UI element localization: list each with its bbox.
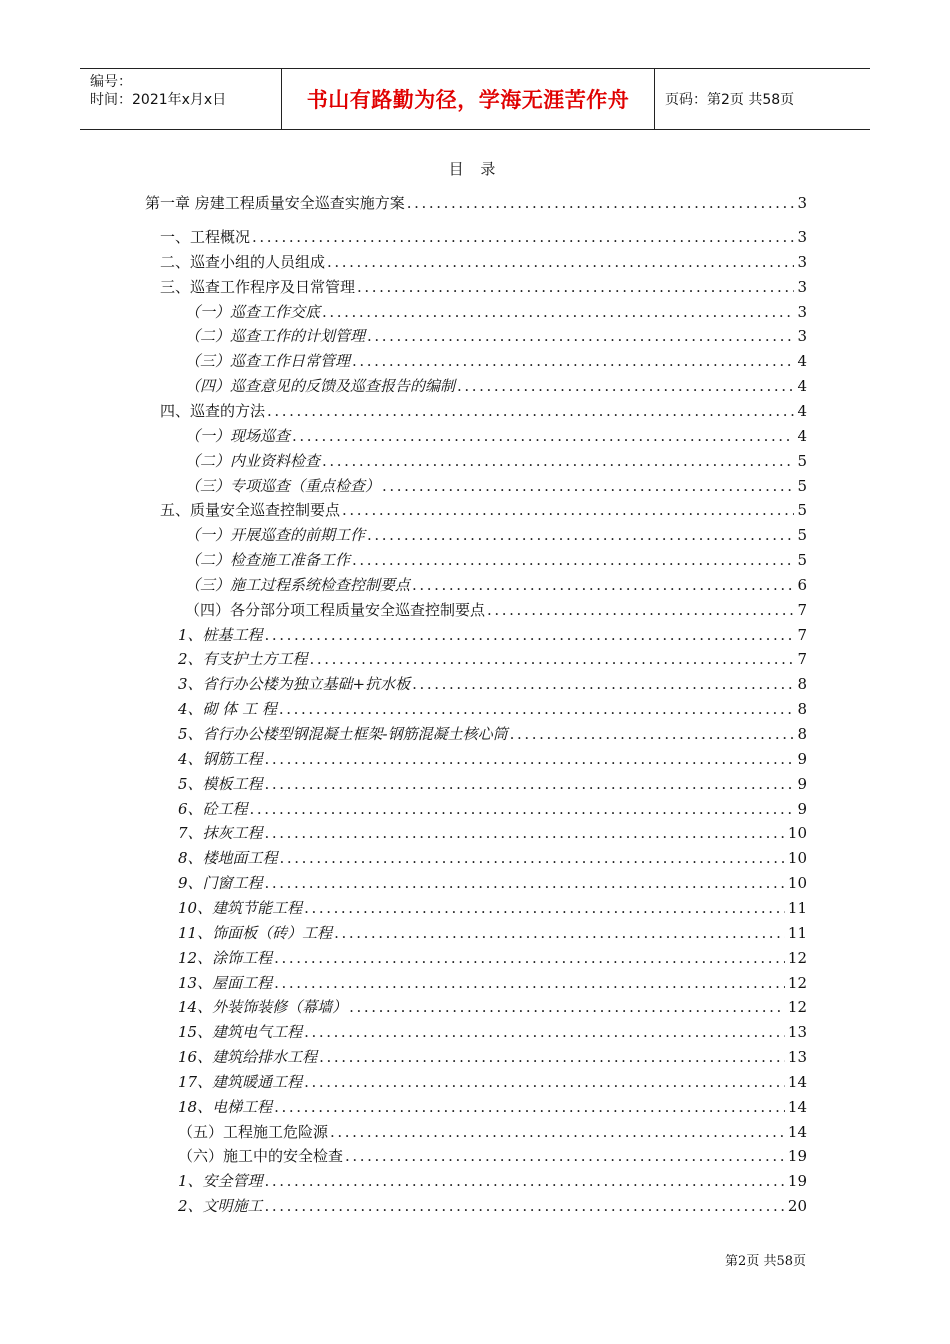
toc-entry[interactable] bbox=[185, 425, 807, 447]
toc-entry[interactable] bbox=[185, 599, 807, 621]
toc-dot-leader bbox=[457, 375, 794, 397]
toc-dot-leader bbox=[292, 425, 794, 447]
toc-entry-page: 9 bbox=[797, 774, 807, 793]
toc-dot-leader bbox=[265, 624, 795, 646]
toc-entry-page: 5 bbox=[797, 551, 807, 570]
toc-entry-page: 4 bbox=[797, 377, 807, 396]
toc-entry-title: 2、有支护土方工程 bbox=[178, 650, 308, 669]
toc-entry-page: 3 bbox=[797, 228, 807, 246]
toc-entry-page: 7 bbox=[797, 625, 807, 644]
toc-entry-title: 16、建筑给排水工程 bbox=[178, 1048, 318, 1067]
toc-entry[interactable] bbox=[160, 400, 807, 422]
toc-entry[interactable] bbox=[178, 1096, 807, 1118]
toc-dot-leader bbox=[357, 276, 794, 298]
toc-entry-title: （三）施工过程系统检查控制要点 bbox=[185, 575, 411, 594]
toc-dot-leader bbox=[352, 549, 794, 571]
toc-entry-title: 10、建筑节能工程 bbox=[178, 898, 303, 917]
toc-dot-leader bbox=[412, 574, 794, 596]
toc-entry[interactable] bbox=[178, 648, 807, 670]
toc-entry-title: （三）巡查工作日常管理 bbox=[185, 352, 351, 371]
toc-entry-title: （四）巡查意见的反馈及巡查报告的编制 bbox=[185, 377, 456, 396]
toc-entry-title: （一）开展巡查的前期工作 bbox=[185, 526, 366, 545]
toc-dot-leader bbox=[279, 698, 795, 720]
toc-entry[interactable] bbox=[160, 276, 807, 298]
toc-entry[interactable] bbox=[178, 1145, 807, 1167]
toc-entry-page: 9 bbox=[797, 749, 807, 768]
toc-entry-title: 8、楼地面工程 bbox=[178, 849, 278, 868]
toc-entry[interactable] bbox=[185, 524, 807, 546]
toc-entry-title: （一）巡查工作交底 bbox=[185, 302, 321, 321]
toc-entry-title: 1、桩基工程 bbox=[178, 625, 263, 644]
toc-entry-title: 5、模板工程 bbox=[178, 774, 263, 793]
toc-entry[interactable] bbox=[178, 922, 807, 944]
toc-entry-page: 14 bbox=[787, 1072, 807, 1091]
toc-entry[interactable] bbox=[185, 475, 807, 497]
toc-entry[interactable] bbox=[178, 872, 807, 894]
header-motto-cell bbox=[281, 69, 655, 129]
toc-entry-title: 五、质量安全巡查控制要点 bbox=[160, 501, 341, 520]
toc-entry-page: 11 bbox=[787, 898, 807, 917]
toc-dot-leader bbox=[382, 475, 794, 497]
toc-entry[interactable] bbox=[178, 972, 807, 994]
header-meta bbox=[80, 69, 280, 129]
toc-entry-page: 19 bbox=[787, 1147, 807, 1166]
toc-entry-page: 13 bbox=[787, 1048, 807, 1067]
toc-dot-leader bbox=[349, 996, 785, 1018]
toc-dot-leader bbox=[510, 723, 795, 745]
toc-entry-title: 4、钢筋工程 bbox=[178, 749, 263, 768]
toc-entry[interactable] bbox=[185, 574, 807, 596]
toc-entry[interactable] bbox=[160, 251, 807, 273]
toc-entry[interactable] bbox=[178, 1021, 807, 1043]
toc-entry[interactable] bbox=[178, 1071, 807, 1093]
toc-title: 目 录 bbox=[448, 160, 502, 178]
toc-entry-title: 一、工程概况 bbox=[160, 228, 251, 246]
toc-entry-page: 4 bbox=[797, 352, 807, 371]
toc-dot-leader bbox=[265, 773, 795, 795]
toc-dot-leader bbox=[345, 1145, 785, 1167]
toc-entry[interactable] bbox=[160, 499, 807, 521]
toc-entry-page: 5 bbox=[797, 526, 807, 545]
toc-entry-title: （三）专项巡查（重点检查） bbox=[185, 476, 381, 495]
toc-entry-title: 14、外装饰装修（幕墙） bbox=[178, 998, 348, 1017]
toc-entry-title: （二）巡查工作的计划管理 bbox=[185, 327, 366, 346]
page-header bbox=[80, 68, 870, 130]
toc-entry-title: （二）内业资料检查 bbox=[185, 451, 321, 470]
toc-entry-page: 19 bbox=[787, 1172, 807, 1191]
toc-entry-page: 10 bbox=[787, 874, 807, 893]
toc-entry-page: 8 bbox=[797, 700, 807, 719]
toc-entry-title: 6、砼工程 bbox=[178, 799, 248, 818]
toc-entry[interactable] bbox=[178, 1170, 807, 1192]
number-label: 编号： bbox=[90, 74, 132, 90]
toc-entry-page: 12 bbox=[787, 998, 807, 1017]
toc-entry-page: 3 bbox=[797, 194, 807, 212]
toc-entry-page: 11 bbox=[787, 923, 807, 942]
toc-entry-title: （四）各分部分项工程质量安全巡查控制要点 bbox=[185, 600, 486, 619]
toc-dot-leader bbox=[265, 1170, 785, 1192]
toc-entry-page: 9 bbox=[797, 799, 807, 818]
toc-dot-leader bbox=[367, 325, 794, 347]
toc-entry-title: 3、省行办公楼为独立基础+抗水板 bbox=[178, 675, 411, 694]
toc-entry[interactable] bbox=[178, 1046, 807, 1068]
toc-dot-leader bbox=[310, 648, 795, 670]
toc-entry[interactable] bbox=[185, 325, 807, 347]
toc-dot-leader bbox=[252, 226, 794, 248]
toc-entry[interactable] bbox=[178, 773, 807, 795]
toc-entry-title: 1、安全管理 bbox=[178, 1172, 263, 1191]
toc-entry-title: 第一章 房建工程质量安全巡查实施方案 bbox=[145, 194, 405, 212]
toc-dot-leader bbox=[280, 847, 785, 869]
toc-dot-leader bbox=[322, 301, 794, 323]
toc-entry-page: 12 bbox=[787, 973, 807, 992]
toc-entry-title: 18、电梯工程 bbox=[178, 1097, 273, 1116]
toc-entry-title: 三、巡查工作程序及日常管理 bbox=[160, 277, 356, 296]
toc-dot-leader bbox=[319, 1046, 785, 1068]
toc-entry-title: （一）现场巡查 bbox=[185, 426, 291, 445]
header-page-cell bbox=[655, 69, 880, 129]
toc-entry-page: 4 bbox=[797, 426, 807, 445]
toc-dot-leader bbox=[267, 400, 794, 422]
toc-entry-title: 7、抹灰工程 bbox=[178, 824, 263, 843]
toc-entry-page: 3 bbox=[797, 277, 807, 296]
toc-entry[interactable] bbox=[178, 798, 807, 820]
toc-entry-title: 11、饰面板（砖）工程 bbox=[178, 923, 333, 942]
toc-entry-title: 4、砌 体 工 程 bbox=[178, 700, 277, 719]
toc-entry-page: 6 bbox=[797, 575, 807, 594]
toc-entry-title: 12、涂饰工程 bbox=[178, 948, 273, 967]
toc-entry[interactable] bbox=[178, 847, 807, 869]
toc-entry-page: 7 bbox=[797, 650, 807, 669]
toc-entry[interactable] bbox=[185, 301, 807, 323]
page-footer: 第2页 共58页 bbox=[725, 1254, 806, 1269]
toc-entry-page: 8 bbox=[797, 725, 807, 743]
toc-entry[interactable] bbox=[178, 698, 807, 720]
toc-dot-leader bbox=[367, 524, 794, 546]
toc-entry-page: 7 bbox=[797, 600, 807, 619]
toc-entry-title: （二）检查施工准备工作 bbox=[185, 551, 351, 570]
toc-entry-page: 3 bbox=[797, 327, 807, 346]
toc-dot-leader bbox=[330, 1121, 785, 1143]
toc-entry-page: 12 bbox=[787, 948, 807, 967]
toc-entry-page: 10 bbox=[787, 824, 807, 843]
toc-entry[interactable] bbox=[178, 947, 807, 969]
toc-dot-leader bbox=[265, 1195, 785, 1217]
toc-entry[interactable] bbox=[178, 996, 807, 1018]
toc-entry[interactable] bbox=[178, 748, 807, 770]
toc-entry[interactable] bbox=[178, 723, 807, 745]
toc-entry-page: 13 bbox=[787, 1023, 807, 1042]
toc-entry[interactable] bbox=[185, 375, 807, 397]
toc-entry-title: 四、巡查的方法 bbox=[160, 401, 266, 420]
toc-entry[interactable] bbox=[185, 350, 807, 372]
toc-entry-title: 2、文明施工 bbox=[178, 1197, 263, 1216]
toc-dot-leader bbox=[274, 947, 785, 969]
toc-dot-leader bbox=[304, 1021, 785, 1043]
toc-entry[interactable] bbox=[178, 1121, 807, 1143]
toc-dot-leader bbox=[412, 673, 794, 695]
toc-entry[interactable] bbox=[178, 673, 807, 695]
toc-entry-title: 5、省行办公楼型钢混凝土框架-钢筋混凝土核心筒 bbox=[178, 725, 508, 743]
toc-entry-title: 15、建筑电气工程 bbox=[178, 1023, 303, 1042]
toc-dot-leader bbox=[407, 192, 795, 214]
toc-entry-title: （五）工程施工危险源 bbox=[178, 1122, 329, 1141]
toc-dot-leader bbox=[274, 972, 785, 994]
toc-entry-title: 二、巡查小组的人员组成 bbox=[160, 252, 326, 271]
toc-entry-title: （六）施工中的安全检查 bbox=[178, 1147, 344, 1166]
toc-dot-leader bbox=[334, 922, 785, 944]
toc-entry-page: 5 bbox=[797, 501, 807, 520]
toc-entry[interactable] bbox=[178, 1195, 807, 1217]
toc-entry[interactable] bbox=[178, 822, 807, 844]
toc-entry[interactable] bbox=[178, 624, 807, 646]
toc-entry-page: 3 bbox=[797, 252, 807, 271]
toc-dot-leader bbox=[304, 897, 785, 919]
toc-dot-leader bbox=[274, 1096, 785, 1118]
toc-dot-leader bbox=[487, 599, 794, 621]
toc-entry[interactable] bbox=[178, 897, 807, 919]
toc-entry-title: 13、屋面工程 bbox=[178, 973, 273, 992]
toc-dot-leader bbox=[342, 499, 794, 521]
toc-entry-page: 5 bbox=[797, 451, 807, 470]
toc-dot-leader bbox=[304, 1071, 785, 1093]
toc-entry-page: 3 bbox=[797, 302, 807, 321]
toc-dot-leader bbox=[265, 748, 795, 770]
toc-dot-leader bbox=[265, 822, 785, 844]
toc-dot-leader bbox=[322, 450, 794, 472]
toc-entry[interactable] bbox=[185, 450, 807, 472]
toc-entry-title: 9、门窗工程 bbox=[178, 874, 263, 893]
page-label: 页码：第2页 共58页 bbox=[665, 92, 795, 108]
toc-entry-page: 5 bbox=[797, 476, 807, 495]
toc-entry-page: 14 bbox=[787, 1097, 807, 1116]
toc-entry[interactable] bbox=[160, 226, 807, 248]
toc-entry-title: 17、建筑暖通工程 bbox=[178, 1072, 303, 1091]
toc-entry[interactable] bbox=[145, 192, 807, 214]
toc-dot-leader bbox=[327, 251, 794, 273]
toc-entry-page: 14 bbox=[787, 1122, 807, 1141]
toc-entry[interactable] bbox=[185, 549, 807, 571]
toc-entry-page: 20 bbox=[787, 1197, 807, 1216]
toc-dot-leader bbox=[250, 798, 795, 820]
toc-entry-page: 10 bbox=[787, 849, 807, 868]
toc-dot-leader bbox=[352, 350, 794, 372]
motto: 书山有路勤为径，学海无涯苦作舟 bbox=[306, 88, 630, 112]
toc-entry-page: 8 bbox=[797, 675, 807, 694]
toc-entry-page: 4 bbox=[797, 401, 807, 420]
time-label: 时间：2021年x月x日 bbox=[90, 92, 227, 108]
toc-dot-leader bbox=[265, 872, 785, 894]
